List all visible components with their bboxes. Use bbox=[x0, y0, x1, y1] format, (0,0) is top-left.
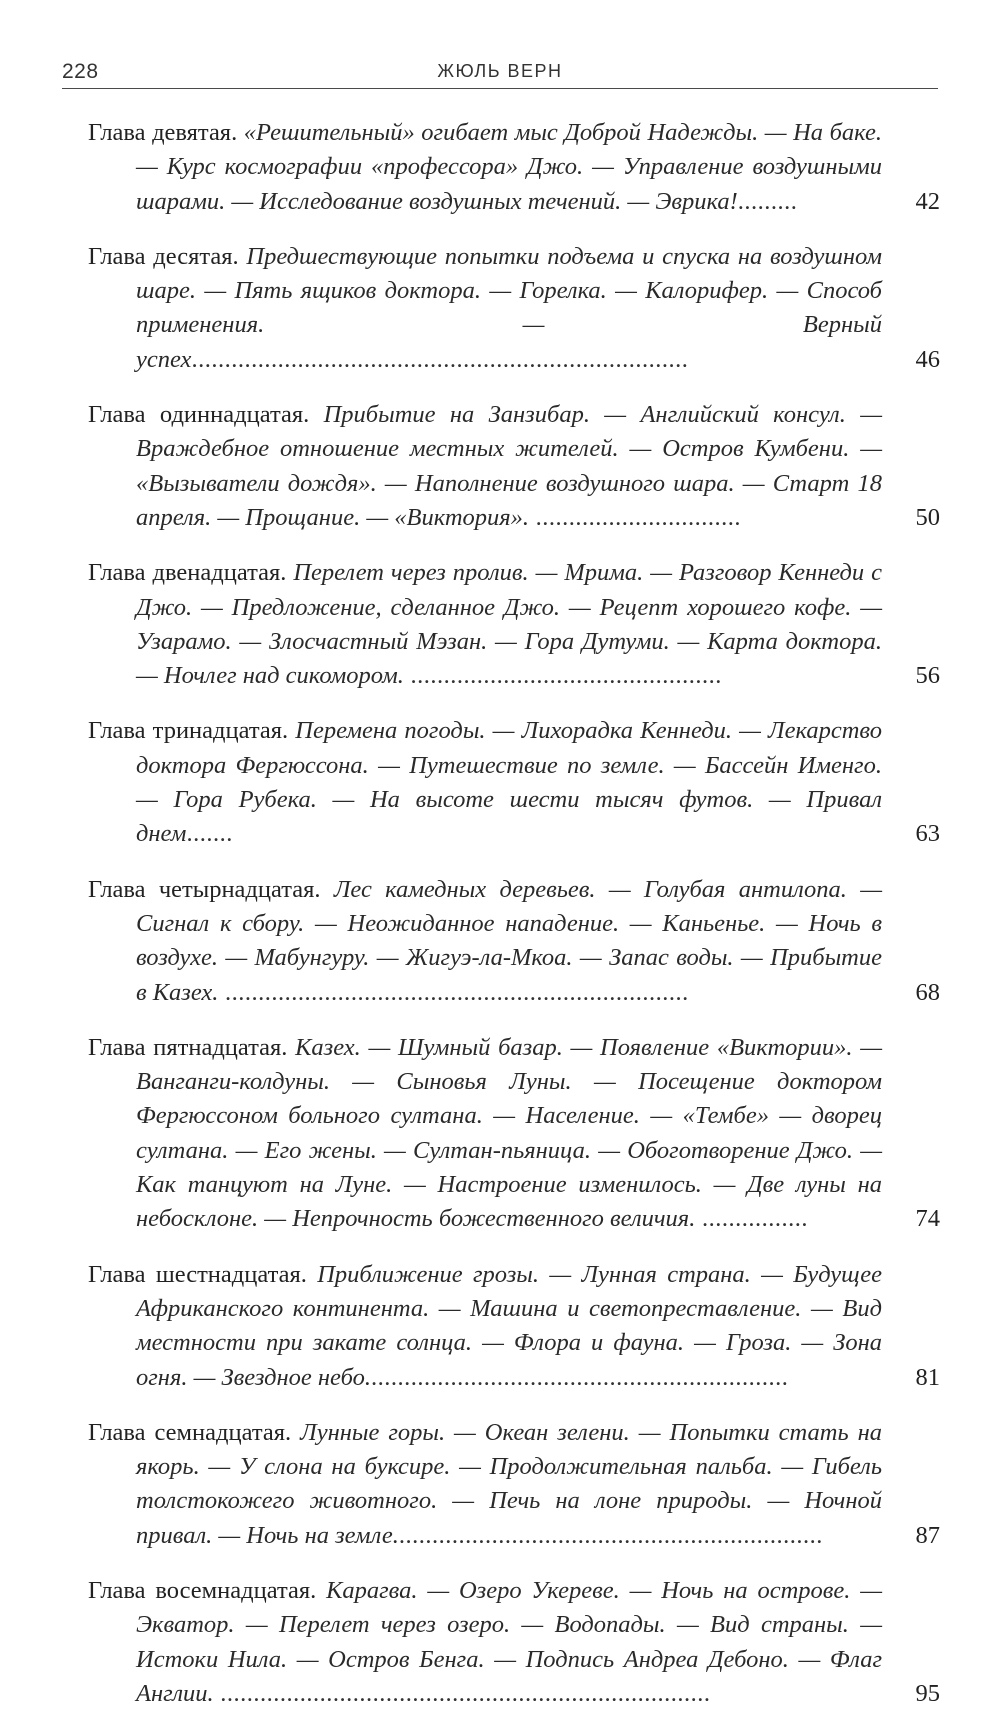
chapter-label: Глава двенадцатая. bbox=[88, 559, 287, 587]
toc-page-number: 63 bbox=[915, 820, 940, 848]
running-title: ЖЮЛЬ ВЕРН bbox=[437, 61, 563, 81]
toc-entry-chapter-17 bbox=[88, 1416, 940, 1553]
toc-page-number: 56 bbox=[915, 662, 940, 690]
chapter-label: Глава десятая. bbox=[88, 242, 239, 270]
toc-entry-text bbox=[88, 116, 882, 219]
toc-entry-chapter-13 bbox=[88, 714, 940, 851]
chapter-label: Глава семнадцатая. bbox=[88, 1418, 292, 1446]
chapter-summary-tail: 18 апреля. — Прощание. — «Виктория». bbox=[136, 469, 882, 531]
dot-leaders: ...................................................................... bbox=[218, 978, 689, 1006]
toc-entry-text bbox=[88, 1416, 882, 1553]
chapter-summary: Перелет через пролив. — Мрима. — Разговор Кеннеди с Джо. — Предложение, сделанное Джо. — Рецепт хорошего кофе. — Узарамо. — Злосчастный Мэзан. — Гора Дутуми. — Карта доктора. — Ночлег над сикомором. bbox=[136, 559, 882, 690]
dot-leaders: ................................................................ bbox=[398, 1521, 823, 1549]
toc-entry-text bbox=[88, 1031, 882, 1237]
dot-leaders: ............................................................... bbox=[370, 1363, 789, 1391]
toc-entry-chapter-14 bbox=[88, 873, 940, 1010]
dot-leaders: ................ bbox=[695, 1205, 808, 1233]
chapter-summary: Приближение грозы. — Лунная страна. — Будущее Африканского континента. — Машина и светопреставление. — Вид местности при закате солнца. — Флора и фауна. — Гроза. — Зона огня. — Звездное небо. bbox=[136, 1260, 882, 1391]
chapter-summary: Предшествующие попытки подъема и спуска на воздушном шаре. — Пять ящиков доктора. — Горелка. — Калорифер. — Способ применения. — Верный успех bbox=[136, 242, 882, 373]
chapter-label: Глава пятнадцатая. bbox=[88, 1033, 288, 1061]
table-of-contents bbox=[88, 116, 940, 1732]
toc-entry-text bbox=[88, 714, 882, 851]
chapter-summary: Перемена погоды. — Лихорадка Кеннеди. — Лекарство доктора Фергюссона. — Путешествие по земле. — Бассейн Именго. — Гора Рубека. — На высоте шести тысяч футов. — Привал днем bbox=[136, 717, 882, 848]
toc-page-number: 81 bbox=[915, 1363, 940, 1391]
toc-entry-chapter-9 bbox=[88, 116, 940, 219]
chapter-summary: Карагва. — Озеро Укереве. — Ночь на острове. — Экватор. — Перелет через озеро. — Водопады. — Вид страны. — Истоки Нила. — Остров Бенга. — Подпись Андреа Дебоно. — Флаг Англии. bbox=[136, 1576, 883, 1707]
toc-entry-text bbox=[88, 1574, 882, 1711]
dot-leaders: ........................................................................... bbox=[191, 345, 689, 373]
chapter-summary: Лес камедных деревьев. — Голубая антилопа. — Сигнал к сбору. — Неожиданное нападение. — Каньенье. — Ночь в воздухе. — Мабунгуру. — Жигуэ-ла-Мкоа. — Запас воды. — Прибытие в Казех. bbox=[136, 875, 883, 1006]
chapter-label: Глава девятая. bbox=[88, 119, 238, 146]
toc-entry-text bbox=[88, 873, 882, 1010]
chapter-label: Глава четырнадцатая. bbox=[88, 875, 321, 903]
chapter-summary: Прибытие на Занзибар. — Английский консул. — Враждебное отношение местных жителей. — Остров Кумбени. — «Вызыватели дождя». — Наполнение воздушного шара. — Старт bbox=[136, 401, 882, 497]
chapter-label: Глава шестнадцатая. bbox=[88, 1260, 307, 1288]
dot-leaders: ............................... bbox=[529, 503, 742, 531]
toc-entry-chapter-12 bbox=[88, 556, 940, 693]
toc-entry-chapter-11 bbox=[88, 398, 940, 535]
chapter-label: Глава одиннадцатая. bbox=[88, 401, 310, 429]
toc-page-number: 68 bbox=[915, 978, 940, 1006]
toc-page-number: 74 bbox=[915, 1205, 940, 1233]
chapter-label: Глава тринадцатая. bbox=[88, 717, 289, 745]
toc-entry-chapter-18 bbox=[88, 1574, 940, 1711]
dot-leaders: ....... bbox=[186, 820, 233, 848]
chapter-label: Глава восемнадцатая. bbox=[88, 1576, 317, 1604]
toc-entry-chapter-16 bbox=[88, 1258, 940, 1395]
toc-entry-chapter-10 bbox=[88, 240, 940, 377]
toc-entry-text bbox=[88, 240, 882, 377]
running-head bbox=[62, 58, 938, 89]
toc-page-number: 95 bbox=[915, 1679, 940, 1707]
toc-page-number: 50 bbox=[915, 503, 940, 531]
chapter-summary: «Решительный» огибает мыс Доброй Надежды. — На баке. — Курс космографии «профессора» Джо. — Управление воздушными шарами. — Исследование воздушных течений. — Эврика! bbox=[136, 119, 883, 215]
toc-page-number: 46 bbox=[915, 345, 940, 373]
chapter-summary: Казех. — Шумный базар. — Появление «Виктории». — Ванганги-колдуны. — Сыновья Луны. — Посещение доктором Фергюссоном больного султана. — Население. — «Тембе» — дворец султана. — Его жены. — Султан-пьяница. — Обоготворение Джо. — Как танцуют на Луне. — Настроение изменилось. — Две луны на небосклоне. — Непрочность божественного величия. bbox=[136, 1033, 882, 1233]
chapter-summary: Лунные горы. — Океан зелени. — Попытки стать на якорь. — У слона на буксире. — Продолжительная пальба. — Гибель толстокожего животного. — Печь на лоне природы. — Ночной привал. — Ночь на земле. bbox=[136, 1418, 882, 1549]
toc-entry-text bbox=[88, 1258, 882, 1395]
dot-leaders: ............................................... bbox=[403, 662, 722, 690]
toc-page-number: 42 bbox=[915, 187, 940, 215]
dot-leaders: ......... bbox=[737, 187, 798, 215]
toc-entry-text bbox=[88, 556, 882, 693]
toc-entry-chapter-15 bbox=[88, 1031, 940, 1237]
toc-page-number: 87 bbox=[915, 1521, 940, 1549]
dot-leaders: .......................................................................... bbox=[213, 1679, 711, 1707]
toc-entry-text bbox=[88, 398, 882, 535]
page-number: 228 bbox=[62, 60, 99, 83]
